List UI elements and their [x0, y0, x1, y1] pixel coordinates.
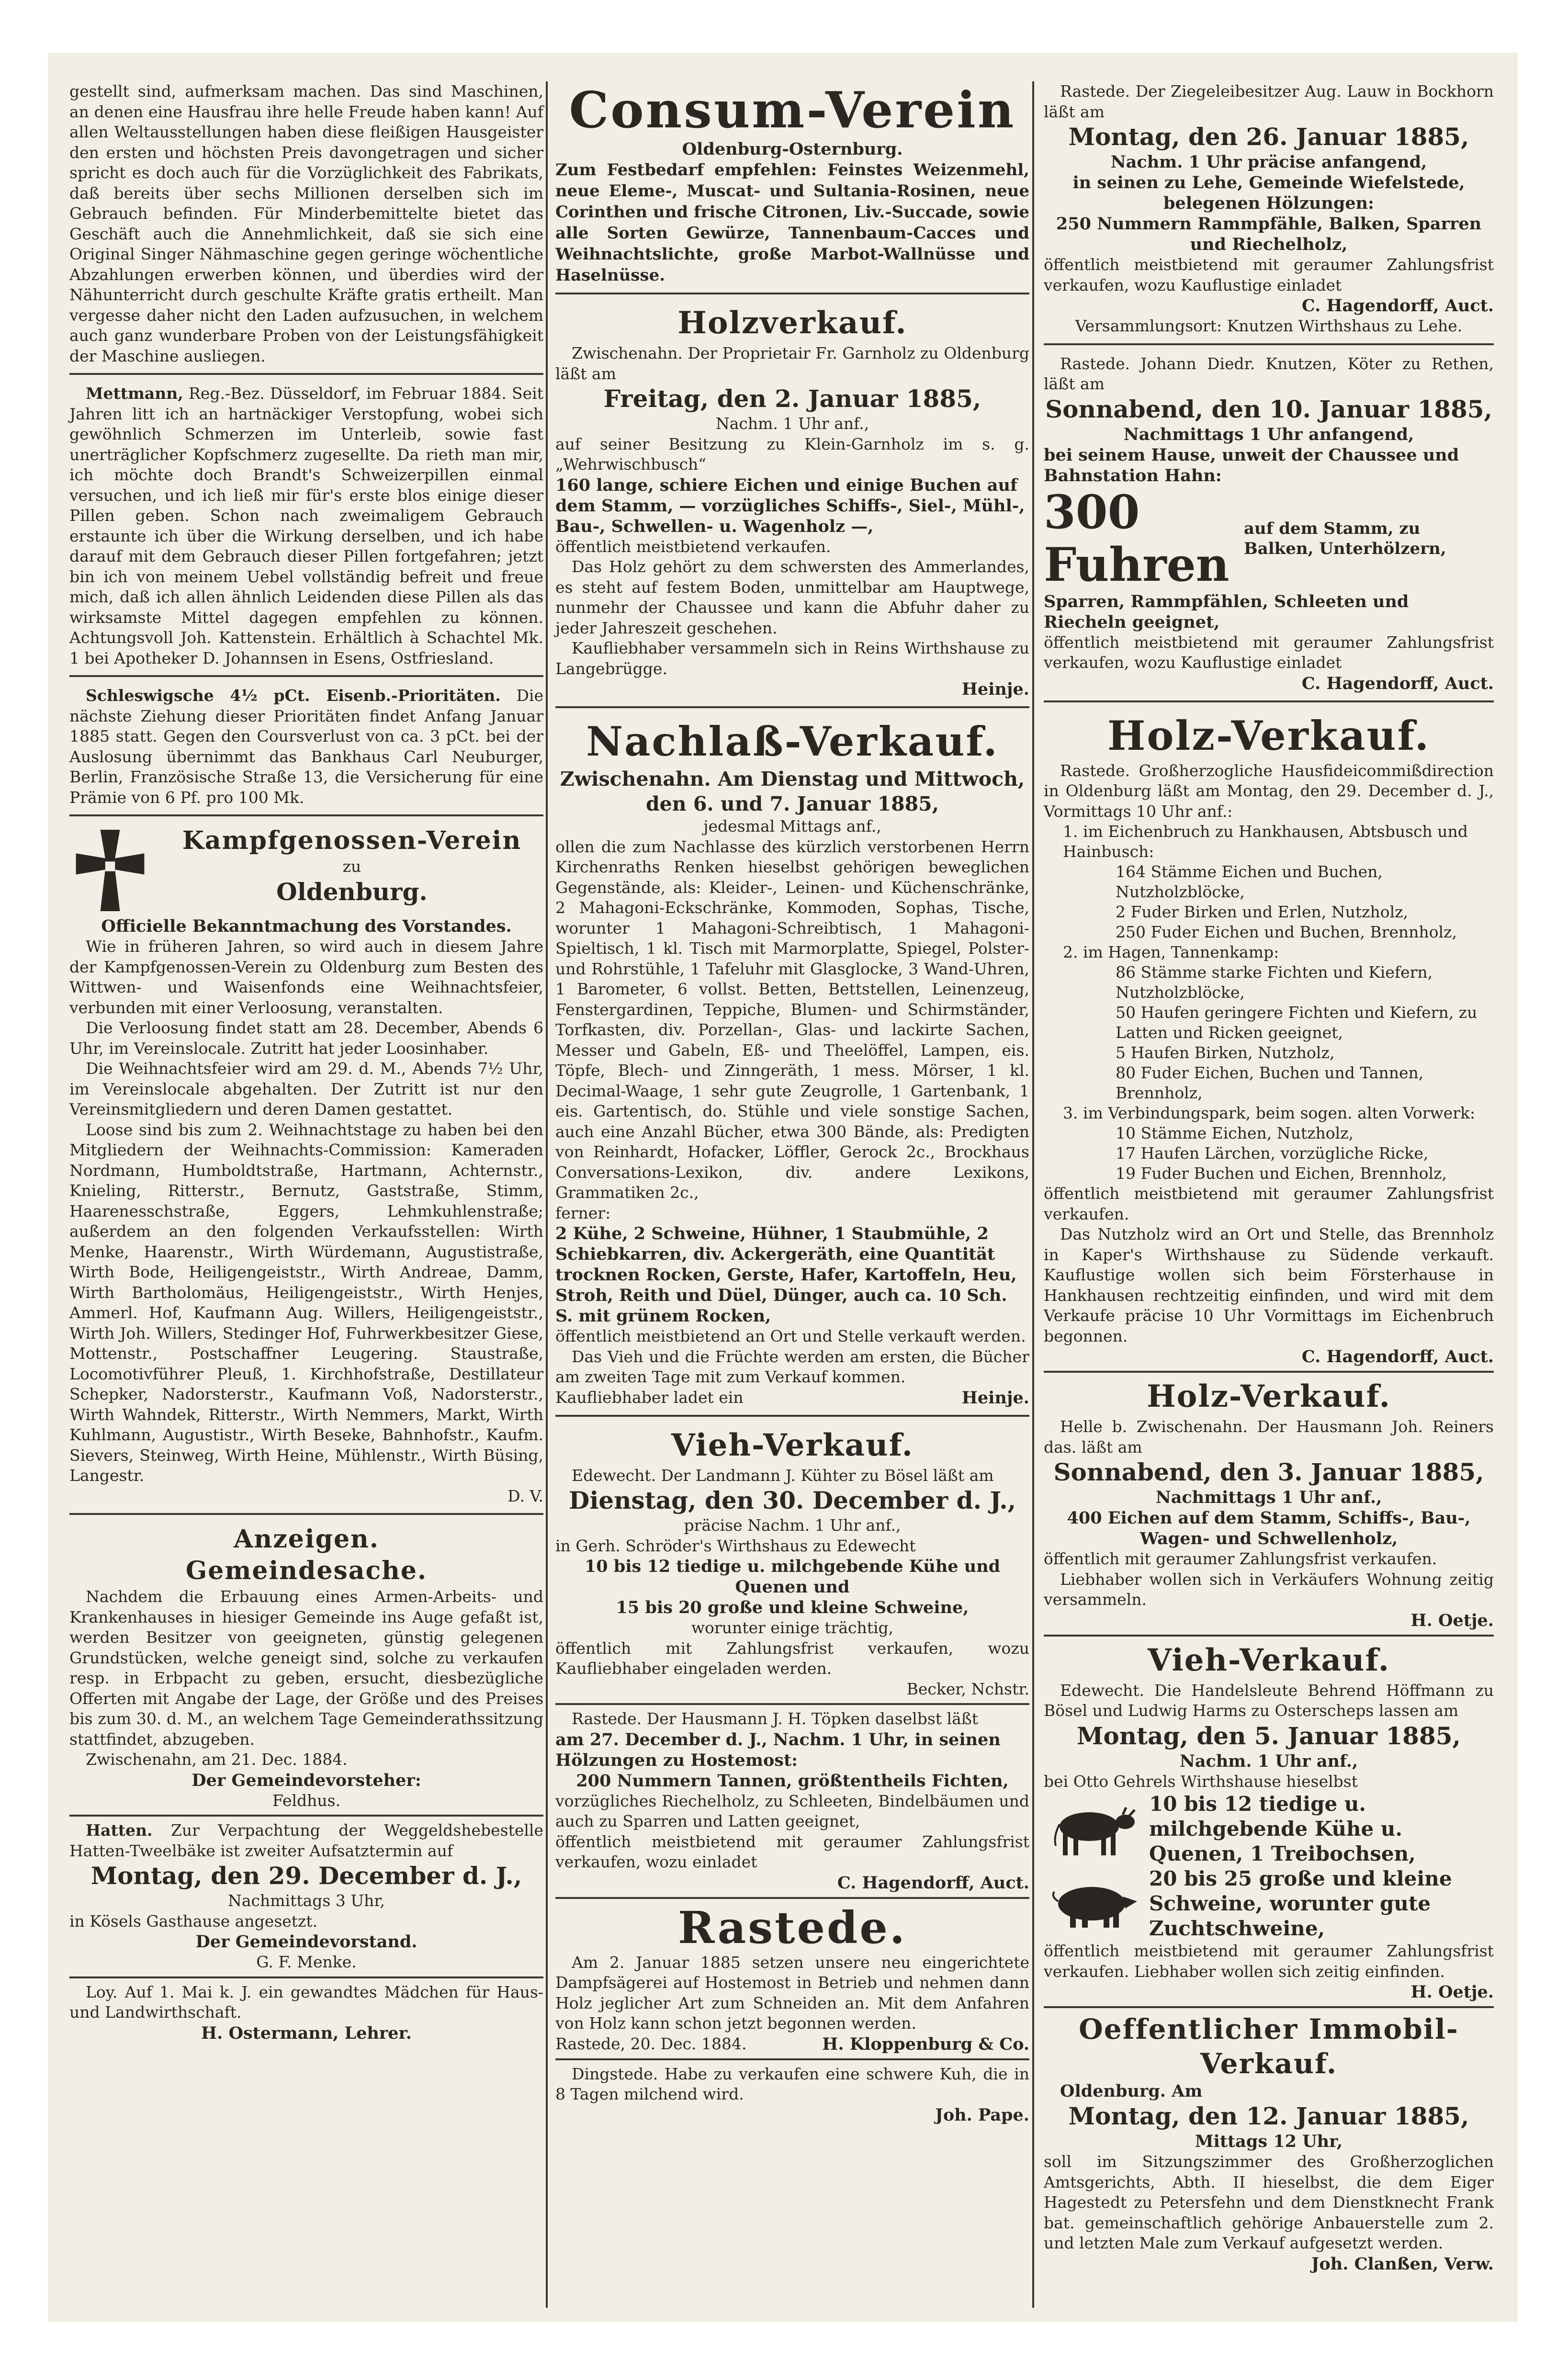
immobil-verkauf-time: Mittags 12 Uhr, [1195, 2132, 1343, 2151]
toepken-sale: öffentlich meistbietend mit geraumer Zahlungsfrist verkaufen, wozu einladet [555, 1832, 1029, 1871]
knutzen-fuhren [1044, 486, 1494, 591]
list-item: 10 Stämme Eichen, Nutzholz, [1116, 1124, 1354, 1142]
divider [1044, 1635, 1494, 1637]
divider [555, 706, 1029, 708]
holzverkauf-time: Nachm. 1 Uhr anf., [715, 414, 869, 433]
nachlass-verkauf-items: 2 Kühe, 2 Schweine, Hühner, 1 Staubmühle, 2 Schiebkarren, div. Ackergeräth, eine Quantität trocknen Rocken, Gerste, Hafer, Kartoffeln, Heu, Stroh, Reith und Düel, Dünger, auch ca. 10 Sch. S. mit grünem Rocken, [555, 1224, 1017, 1326]
lauw-date: Montag, den 26. Januar 1885, [1068, 123, 1469, 151]
kampfgenossen-city: Oldenburg. [276, 877, 428, 906]
toepken-items: 200 Nummern Tannen, größtentheils Fichten, [576, 1771, 1009, 1791]
kampfgenossen-subtitle: Officielle Bekanntmachung des Vorstandes. [101, 916, 512, 936]
cow-icon [1044, 1798, 1139, 1860]
vieh-verkauf-title-2: Vieh-Verkauf. [1147, 1642, 1390, 1678]
holz-verkauf-date-2: Sonnabend, den 3. Januar 1885, [1053, 1458, 1484, 1486]
nachlass-verkauf-date: Zwischenahn. Am Dienstag und Mittwoch, den 6. und 7. Januar 1885, [560, 768, 1025, 815]
rastede-text: Am 2. Januar 1885 setzen unsere neu eingerichtete Dampfsägerei auf Hostemost in Betrieb und nehmen dann Holz jeglicher Art zum Schneiden an. Mit dem Anfahren von Holz kann schon jetzt begonnen werden. [555, 1953, 1029, 2033]
hatten-sign2: G. F. Menke. [256, 1953, 357, 1971]
nachlass-verkauf-text: ollen die zum Nachlasse des kürzlich verstorbenen Herrn Kirchenraths Renken hieselbst gehörigen beweglichen Gegenstände, als: Kleider-, Leinen- und Küchenschränke, 2 Mahagoni-Eckschränke, Kommoden, Sophas, Tische, worunter 1 Mahagoni-Schreibtisch, 1 Mahagoni-Spieltisch, 1 kl. Tisch mit Marmorplatte, Spiegel, Polster- und Rohrstühle, 1 Tafeluhr mit Glasglocke, 3 Wand-Uhren, 1 Barometer, 6 vollst. Betten, Bettstellen, Leinenzeug, Fenstergardinen, Teppiche, Blumen- und Schirmständer, Torfkasten, div. Porzellan-, Glas- und lackirte Sachen, Messer und Gabeln, Eß- und Theelöffel, Lampen, eis. Töpfe, Blech- und Zinngeräth, 1 mess. Mörser, 1 kl. Decimal-Waage, 1 sehr gute Zeugrolle, 1 Gartenbank, 1 eis. Gartentisch, do. Stühle und viele sonstige Sachen, auch eine Anzahl Bücher, etwa 300 Bände, als: Predigten von Reinhardt, Hofacker, Löffler, Gerock 2c., Brockhaus Conversations-Lexikon, div. andere Lexikons, Grammatiken 2c., [555, 837, 1029, 1202]
vieh-verkauf-items3: worunter einige trächtig, [691, 1618, 894, 1637]
knutzen-text: Rastede. Johann Diedr. Knutzen, Köter zu Rethen, läßt am [1044, 354, 1494, 393]
knutzen-sign: C. Hagendorff, Auct. [1301, 673, 1494, 693]
vieh-verkauf-time: präcise Nachm. 1 Uhr anf., [684, 1516, 901, 1535]
holz-verkauf-title-2: Holz-Verkauf. [1147, 1378, 1391, 1414]
lauw-sale: öffentlich meistbietend mit geraumer Zahlungsfrist verkaufen, wozu Kauflustige einladet [1044, 255, 1494, 294]
toepken-items2: vorzügliches Riechelholz, zu Schleeten, Bindelbäumen und auch zu Sparren und Latten geeignet, [555, 1791, 1029, 1830]
knutzen-fuhren-desc: auf dem Stamm, zu Balken, Unterhölzern, [1244, 519, 1446, 558]
list-item: 5 Haufen Birken, Nutzholz, [1116, 1043, 1335, 1062]
newspaper-page [48, 53, 1518, 2322]
nachlass-verkauf-note: Das Vieh und die Früchte werden am ersten, die Bücher am zweiten Tage mit zum Verkauf kommen. [555, 1347, 1029, 1386]
knutzen-items: Sparren, Rammpfählen, Schleeten und Riecheln geeignet, [1044, 591, 1409, 632]
holz-verkauf-note-1: Das Nutzholz wird an Ort und Stelle, das Brennholz in Kaper's Wirthshause zu Südende verkauft. Kauflustige wollen sich beim Försterhause in Hankhausen rechtzeitig einfinden, und wird mit dem Verkaufe präcise 10 Uhr Vormittags im Eichenbruch begonnen. [1044, 1225, 1494, 1345]
toepken-sign: C. Hagendorff, Auct. [837, 1873, 1029, 1893]
consum-verein-subtitle: Oldenburg-Osternburg. [682, 139, 903, 159]
rastede-title: Rastede. [678, 1901, 907, 1953]
rastede-footer [555, 2034, 1029, 2055]
list-item: 2. im Hagen, Tannenkamp: [1063, 943, 1279, 961]
nachlass-verkauf-time: jedesmal Mittags anf., [703, 817, 881, 836]
nachlass-verkauf-ferner: ferner: [555, 1203, 611, 1222]
immobil-verkauf-text: Oldenburg. Am [1060, 2081, 1203, 2101]
divider [555, 1897, 1029, 1899]
vieh-verkauf-title: Vieh-Verkauf. [671, 1427, 914, 1463]
divider [69, 373, 543, 375]
holz-verkauf-text-2: Helle b. Zwischenahn. Der Hausmann Joh. Reiners das. läßt am [1044, 1417, 1494, 1457]
vieh-verkauf-items1: 10 bis 12 tiedige u. milchgebende Kühe und Quenen und [584, 1557, 1001, 1597]
holz-verkauf-sign-2: H. Oetje. [1410, 1610, 1494, 1630]
gemeindesache-place: Zwischenahn, am 21. Dec. 1884. [86, 1750, 348, 1769]
divider [555, 2058, 1029, 2060]
consum-verein-title: Consum-Verein [569, 80, 1016, 139]
pig-icon [1044, 1875, 1139, 1932]
gemeindesache-sign2: Feldhus. [272, 1791, 341, 1810]
holzverkauf-location: auf seiner Besitzung zu Klein-Garnholz im s. g. „Wehrwischbusch“ [555, 434, 1029, 474]
nachlass-verkauf-sale: öffentlich meistbietend an Ort und Stelle verkauft werden. [555, 1327, 1026, 1345]
gemeindesache-text: Nachdem die Erbauung eines Armen-Arbeits- und Krankenhauses in hiesiger Gemeinde ins Auge gefaßt ist, werden Besitzer von geeigneten, günstig gelegenen Grundstücken, welche geneigt sind, solche zu verkaufen resp. in Erbpacht zu geben, ersucht, diesbezügliche Offerten mit Angabe der Lage, der Größe und des Preises bis zum 30. d. M., an welchem Tage Gemeinderathssitzung stattfindet, abzugeben. [69, 1587, 543, 1749]
vieh-verkauf-date-2: Montag, den 5. Januar 1885, [1077, 1721, 1461, 1750]
vieh-verkauf-location-2: bei Otto Gehrels Wirthshause hieselbst [1044, 1772, 1358, 1791]
gemeindesache-sign1: Der Gemeindevorsteher: [192, 1770, 421, 1790]
vieh-verkauf-date: Dienstag, den 30. December d. J., [568, 1486, 1016, 1514]
column-left [69, 81, 543, 2044]
dingstede-text: Dingstede. Habe zu verkaufen eine schwere Kuh, die in 8 Tagen milchend wird. [555, 2064, 1029, 2103]
list-item: 80 Fuder Eichen, Buchen und Tannen, Brennholz, [1116, 1063, 1424, 1102]
lauw-location: in seinen zu Lehe, Gemeinde Wiefelstede, belegenen Hölzungen: [1072, 173, 1465, 213]
bond-notice: Schleswigsche 4½ pCt. Eisenb.-Prioritäten. Die nächste Ziehung dieser Prioritäten findet Anfang Januar 1885 statt. Gegen den Coursverlust von ca. 3 pCt. bei der Auslosung übernimmt das Bankhaus Carl Neuburger, Berlin, Französische Straße 13, die Versicherung für eine Prämie von 6 Pf. pro 100 Mk. [69, 686, 544, 807]
immobil-verkauf-body: soll im Sitzungszimmer des Großherzoglichen Amtsgerichts, Abth. II hieselbst, die dem Eiger Hagestedt zu Petersfehn und dem Dienstknecht Frank bat. gemeinschaftlich gehörige Anbauerstelle zum 2. und letzten Male zum Verkauf aufgesetzt werden. [1044, 2152, 1494, 2252]
immobil-verkauf-sign: Joh. Clanßen, Verw. [1311, 2254, 1494, 2274]
holzverkauf-items: 160 lange, schiere Eichen und einige Buchen auf dem Stamm, — vorzügliches Schiffs-, Siel-, Mühl-, Bau-, Schwellen- u. Wagenholz —, [555, 475, 1025, 536]
knutzen-fuhren-count: 300 Fuhren [1044, 485, 1230, 592]
hatten-date: Montag, den 29. December d. J., [90, 1862, 522, 1890]
divider [69, 1513, 543, 1515]
vieh-verkauf-cattle-row [1044, 1792, 1494, 1866]
loy-notice: Loy. Auf 1. Mai k. J. ein gewandtes Mädchen für Haus- und Landwirthschaft. [69, 1982, 543, 2021]
vieh-verkauf-location: in Gerh. Schröder's Wirthshaus zu Edewecht [555, 1536, 916, 1555]
holzverkauf-sign: Heinje. [961, 679, 1029, 699]
kampfgenossen-sign: D. V. [508, 1486, 543, 1505]
divider [555, 1703, 1029, 1705]
rastede-date: Rastede, 20. Dec. 1884. [555, 2034, 747, 2053]
holz-verkauf-title-1: Holz-Verkauf. [1107, 711, 1430, 759]
holz-verkauf-sign-1: C. Hagendorff, Auct. [1301, 1347, 1494, 1366]
lauw-time: Nachm. 1 Uhr präcise anfangend, [1110, 152, 1427, 172]
vieh-verkauf-sign-2: H. Oetje. [1410, 1982, 1494, 2002]
dingstede-sign: Joh. Pape. [935, 2105, 1029, 2125]
list-item: 17 Haufen Lärchen, vorzügliche Ricke, [1116, 1144, 1429, 1163]
nachlass-verkauf-invite: Kaufliebhaber ladet ein [555, 1388, 744, 1407]
holzverkauf-note: Das Holz gehört zu dem schwersten des Ammerlandes, es steht auf festem Boden, unmittelbar am Hauptwege, nunmehr der Chaussee und kann die Abfuhr daher zu jeder Jahreszeit geschehen. [555, 557, 1029, 637]
holz-verkauf-sale-2: öffentlich mit geraumer Zahlungsfrist verkaufen. [1044, 1549, 1437, 1568]
gemeindesache-heading: Gemeindesache. [185, 1556, 428, 1585]
divider [69, 1976, 543, 1978]
divider [69, 1815, 543, 1817]
toepken-date: am 27. December d. J., Nachm. 1 Uhr, in seinen Hölzungen zu Hostemost: [555, 1729, 1001, 1770]
knutzen-sale: öffentlich meistbietend mit geraumer Zahlungsfrist verkaufen, wozu Kauflustige einladet [1044, 632, 1494, 672]
anzeigen-heading: Anzeigen. [234, 1524, 379, 1554]
holz-verkauf-time-2: Nachmittags 1 Uhr anf., [1155, 1488, 1382, 1507]
vieh-verkauf-sale-2: öffentlich meistbietend mit geraumer Zahlungsfrist verkaufen. Liebhaber wollen sich zeitig einfinden. [1044, 1942, 1494, 1981]
lauw-meet: Versammlungsort: Knutzen Wirthshaus zu Lehe. [1075, 316, 1463, 335]
vieh-verkauf-text: Edewecht. Der Landmann J. Kühter zu Bösel läßt am [572, 1466, 994, 1485]
holz-verkauf-list [1044, 822, 1494, 1184]
column-rule [546, 81, 548, 2308]
list-item: 2 Fuder Birken und Erlen, Nutzholz, [1116, 903, 1409, 921]
holzverkauf-meet: Kaufliebhaber versammeln sich in Reins Wirthshause zu Langebrügge. [555, 639, 1029, 678]
divider [69, 814, 543, 816]
list-item: 3. im Verbindungspark, beim sogen. alten Vorwerk: [1063, 1104, 1476, 1122]
column-rule [1032, 81, 1034, 2308]
immobil-verkauf-title: Oeffentlicher Immobil-Verkauf. [1079, 2013, 1459, 2080]
lauw-text: Rastede. Der Ziegeleibesitzer Aug. Lauw in Bockhorn läßt am [1044, 82, 1494, 121]
vieh-verkauf-time-2: Nachm. 1 Uhr anf., [1179, 1751, 1358, 1771]
nachlass-verkauf-footer [555, 1388, 1029, 1408]
divider [69, 675, 543, 677]
column-right [1044, 81, 1494, 2274]
holz-verkauf-sale-1: öffentlich meistbietend mit geraumer Zahlungsfrist verkaufen. [1044, 1184, 1494, 1223]
vieh-verkauf-text-2: Edewecht. Die Handelsleute Behrend Höffmann zu Bösel und Ludwig Harms zu Osterscheps lassen am [1044, 1681, 1494, 1720]
knutzen-location: bei seinem Hause, unweit der Chaussee und Bahnstation Hahn: [1044, 445, 1459, 486]
divider [1044, 700, 1494, 702]
list-item: 50 Haufen geringere Fichten und Kiefern, zu Latten und Ricken geeignet, [1116, 1003, 1478, 1042]
kampfgenossen-p4: Loose sind bis zum 2. Weihnachtstage zu haben bei den Mitgliedern der Weihnachts-Commission: Kameraden Nordmann, Humboldtstraße, Hartmann, Achternstr., Knieling, Ritterstr., Bernutz, Gaststraße, Stimm, Haarenesschstraße, Eggers, Lehmkuhlenstraße; außerdem an den folgenden Verkaufsstellen: Wirth Menke, Haarenstr., Wirth Würdemann, Augustistraße, Wirth Bode, Heiligengeiststr., Wirth Andreae, Damm, Wirth Bartholomäus, Heiligengeiststr., Wirth Henjes, Ammerl. Hof, Kaufmann Aug. Willers, Heiligengeiststr., Wirth Joh. Willers, Stedinger Hof, Fuhrwerkbesitzer Giese, Mottenstr., Postschaffner Leugering. Staustraße, Locomotivführer Pleuß, 1. Kirchhofstraße, Destillateur Schepker, Nadorsterstr., Kaufmann Voß, Nadorsterstr., Wirth Wahndek, Ritterstr., Wirth Nemmers, Markt, Wirth Kuhlmann, Augustistr., Wirth Beseke, Bahnhofstr., Kaufm. Sievers, Steinweg, Wirth Heine, Mühlenstr., Wirth Büsing, Langestr. [69, 1120, 543, 1485]
knutzen-time: Nachmittags 1 Uhr anfangend, [1123, 424, 1414, 444]
nachlass-verkauf-title: Nachlaß-Verkauf. [586, 718, 999, 765]
singer-notice-text: gestellt sind, aufmerksam machen. Das sind Maschinen, an denen eine Hausfrau ihre helle Freude haben kann! Auf allen Weltausstellungen haben diese fleißigen Hausgeister den ersten und höchsten Preis davongetragen und sicher spricht es doch auch für die Vorzüglichkeit des Fabrikats, daß bereits über sechs Millionen derselben sich im Gebrauch befinden. Für Minderbemittelte bietet das Geschäft auch die Annehmlichkeit, daß sie sich eine Original Singer Nähmaschine gegen geringe wöchentliche Abzahlungen erwerben können, und überdies wird der Nähunterricht durch geschulte Kräfte gratis ertheilt. Man vergesse daher nicht den Laden aufzusuchen, in welchem auch ganz wunderbare Proben von der Leistungsfähigkeit der Maschine ausliegen. [69, 82, 543, 365]
nachlass-verkauf-sign: Heinje. [961, 1388, 1029, 1408]
consum-verein-text: Zum Festbedarf empfehlen: Feinstes Weizenmehl, neue Eleme-, Muscat- und Sultania-Rosinen, neue Corinthen und frische Citronen, Liv.-Succade, sowie alle Sorten Gewürze, Tannenbaum-Cacces und Weihnachtslichte, große Marbot-Wallnüsse und Haselnüsse. [555, 160, 1029, 285]
kampfgenossen-zu: zu [342, 857, 361, 876]
pill-testimonial: Mettmann, Reg.-Bez. Düsseldorf, im Februar 1884. Seit Jahren litt ich an hartnäckiger Verstopfung, wobei sich gewöhnlich Schmerzen im Unterleib, sowie fast unerträglicher Kopfschmerz zugesellte. Da rieth man mir, ich möchte doch Brandt's Schweizerpillen einmal versuchen, und ich ließ mir für's erste blos einige dieser Pillen geben. Schon nach zweimaligem Gebrauch erstaunte ich über die Wirkung derselben, und ich habe darauf mit dem Gebrauch dieser Pillen fortgefahren; jetzt bin ich von meinem Uebel vollständig befreit und freue mich, daß ich allen ähnlich Leidenden diese Pillen als das wirksamste Mittel dagegen empfehlen zu können. Achtungsvoll Joh. Kattenstein. Erhältlich à Schachtel Mk. 1 bei Apotheker D. Johannsen in Esens, Ostfriesland. [69, 384, 544, 667]
loy-sign: H. Ostermann, Lehrer. [201, 2023, 412, 2043]
holzverkauf-sale: öffentlich meistbietend verkaufen. [555, 537, 831, 556]
column-middle [555, 81, 1029, 2125]
divider [555, 1415, 1029, 1417]
toepken-text: Rastede. Der Hausmann J. H. Töpken daselbst läßt [572, 1709, 979, 1728]
vieh-verkauf-items1-2: 10 bis 12 tiedige u. milchgebende Kühe u. Quenen, 1 Treibochsen, [1149, 1792, 1416, 1865]
list-item: 164 Stämme Eichen und Buchen, Nutzholzblöcke, [1116, 862, 1383, 901]
holzverkauf-text: Zwischenahn. Der Proprietair Fr. Garnholz zu Oldenburg läßt am [555, 344, 1029, 383]
divider [1044, 343, 1494, 345]
list-item: 1. im Eichenbruch zu Hankhausen, Abtsbusch und Hainbusch: [1063, 822, 1468, 861]
vieh-verkauf-pig-row [1044, 1866, 1494, 1941]
holzverkauf-title: Holzverkauf. [677, 305, 907, 341]
divider [555, 293, 1029, 294]
list-item: 250 Fuder Eichen und Buchen, Brennholz, [1116, 923, 1457, 941]
lauw-sign: C. Hagendorff, Auct. [1301, 296, 1494, 316]
vieh-verkauf-items2: 15 bis 20 große und kleine Schweine, [616, 1598, 969, 1617]
rastede-sign: H. Kloppenburg & Co. [822, 2034, 1029, 2054]
hatten-location: in Kösels Gasthause angesetzt. [69, 1911, 318, 1931]
immobil-verkauf-date: Montag, den 12. Januar 1885, [1068, 2102, 1469, 2130]
holz-verkauf-meet-2: Liebhaber wollen sich in Verkäufers Wohnung zeitig versammeln. [1044, 1570, 1494, 1609]
holz-verkauf-items-2: 400 Eichen auf dem Stamm, Schiffs-, Bau-, Wagen- und Schwellenholz, [1067, 1508, 1471, 1548]
holzverkauf-date: Freitag, den 2. Januar 1885, [603, 384, 981, 413]
list-item: 86 Stämme starke Fichten und Kiefern, Nutzholzblöcke, [1116, 963, 1433, 1002]
vieh-verkauf-sign: Becker, Nchstr. [906, 1679, 1029, 1698]
divider [1044, 1371, 1494, 1373]
hatten-notice: Hatten. Zur Verpachtung der Weggeldshebestelle Hatten-Tweelbäke ist zweiter Aufsatztermin auf [69, 1821, 543, 1860]
lauw-items: 250 Nummern Rammpfähle, Balken, Sparren und Riechelholz, [1056, 214, 1482, 254]
kampfgenossen-title: Kampfgenossen-Verein [182, 826, 522, 855]
hatten-sign1: Der Gemeindevorstand. [195, 1932, 417, 1952]
divider [1044, 2006, 1494, 2008]
list-item: 19 Fuder Buchen und Eichen, Brennholz, [1116, 1164, 1447, 1183]
hatten-time: Nachmittags 3 Uhr, [227, 1891, 385, 1910]
kampfgenossen-header [69, 825, 543, 916]
vieh-verkauf-sale: öffentlich mit Zahlungsfrist verkaufen, wozu Kaufliebhaber eingeladen werden. [555, 1638, 1029, 1678]
knutzen-date: Sonnabend, den 10. Januar 1885, [1045, 395, 1492, 423]
vieh-verkauf-items2-2: 20 bis 25 große und kleine Schweine, worunter gute Zuchtschweine, [1149, 1867, 1452, 1940]
kampfgenossen-p2: Die Verloosung findet statt am 28. December, Abends 6 Uhr, im Vereinslocale. Zutritt hat jeder Loosinhaber. [69, 1018, 543, 1058]
kampfgenossen-p3: Die Weihnachtsfeier wird am 29. d. M., Abends 7½ Uhr, im Vereinslocale abgehalten. Der Zutritt ist nur den Vereinsmitgliedern und deren Damen gestattet. [69, 1059, 543, 1118]
kampfgenossen-p1: Wie in früheren Jahren, so wird auch in diesem Jahre der Kampfgenossen-Verein zu Oldenburg zum Besten des Wittwen- und Waisenfonds eine Weihnachtsfeier, verbunden mit einer Verloosung, veranstalten. [69, 937, 543, 1017]
holz-verkauf-text-1: Rastede. Großherzogliche Hausfideicommißdirection in Oldenburg läßt am Montag, den 29. December d. J., Vormittags 10 Uhr anf.: [1044, 761, 1494, 821]
iron-cross-icon [69, 825, 151, 916]
